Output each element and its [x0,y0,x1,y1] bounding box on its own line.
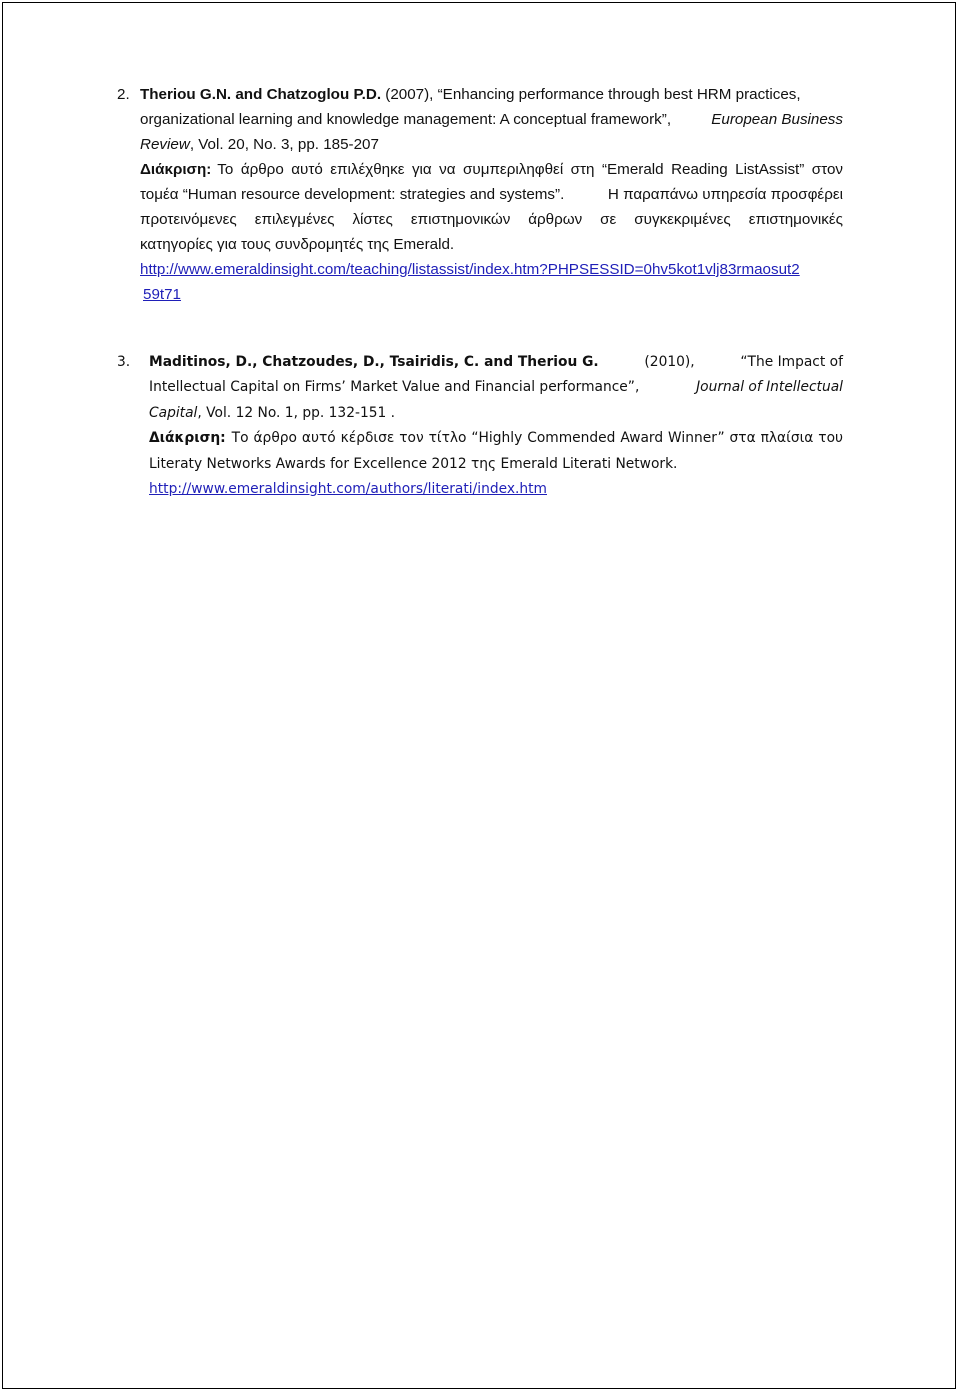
reference-year: (2007), [385,86,438,103]
distinction-text: προτεινόμενες επιλεγμένες λίστες επιστημονικών άρθρων σε συγκεκριμένες επιστημονικές [140,211,843,228]
distinction-text: Literaty Networks Awards for Excellence 2012 της Emerald Literati Network. [149,456,678,472]
distinction-line [140,210,843,230]
reference-authors: Maditinos, D., Chatzoudes, D., Tsairidis, C. and Theriou G. [149,354,599,370]
distinction-line [140,235,454,255]
reference-link-line [140,260,800,280]
reference-line [149,403,395,423]
reference-year: (2010), [644,354,695,370]
reference-line [140,110,843,130]
reference-title-cont: Intellectual Capital on Firms’ Market Value and Financial performance”, [149,379,640,395]
distinction-label: Διάκριση: [149,430,226,446]
reference-title: “Enhancing performance through best HRM practices, [437,86,801,103]
reference-line [149,377,843,397]
reference-journal: Journal of Intellectual [696,379,843,395]
reference-details: , Vol. 20, No. 3, pp. 185-207 [189,136,379,153]
reference-authors: Theriou G.N. and Chatzoglou P.D. [140,86,382,103]
reference-line [140,85,843,105]
reference-link[interactable]: http://www.emeraldinsight.com/authors/literati/index.htm [149,481,547,497]
distinction-label: Διάκριση: [140,161,212,178]
reference-number: 3. [117,354,131,370]
reference-journal: European Business [711,111,843,128]
distinction-line [149,454,677,474]
reference-link-line [149,479,547,499]
distinction-text: τομέα “Human resource development: strategies and systems”. [140,186,565,203]
reference-title-cont: organizational learning and knowledge management: A conceptual framework”, [140,111,672,128]
distinction-text: Η παραπάνω υπηρεσία προσφέρει [607,186,843,203]
distinction-text: Το άρθρο αυτό κέρδισε τον τίτλο “Highly Commended Award Winner” στα πλαίσια του [231,430,843,446]
reference-link[interactable]: http://www.emeraldinsight.com/teaching/listassist/index.htm?PHPSESSID=0hv5kot1vlj83rmaosut2 [140,261,800,278]
reference-number: 2. [117,86,130,103]
reference-title: “The Impact of [740,354,843,370]
reference-line [140,135,379,155]
reference-link-cont[interactable]: 59t71 [143,286,182,303]
distinction-text: Το άρθρο αυτό επιλέχθηκε για να συμπεριληφθεί στη “Emerald Reading ListAssist” στον [217,161,843,178]
distinction-line [140,160,843,180]
distinction-line [149,428,843,448]
distinction-line [140,185,843,205]
reference-2 [0,0,960,320]
reference-3 [0,340,960,520]
reference-journal-cont: Review [140,136,190,153]
reference-details: , Vol. 12 No. 1, pp. 132-151 . [197,405,396,421]
reference-journal-cont: Capital [149,405,198,421]
reference-line [149,352,843,372]
distinction-text: κατηγορίες για τους συνδρομητές της Emerald. [140,236,455,253]
reference-link-line [143,285,181,305]
